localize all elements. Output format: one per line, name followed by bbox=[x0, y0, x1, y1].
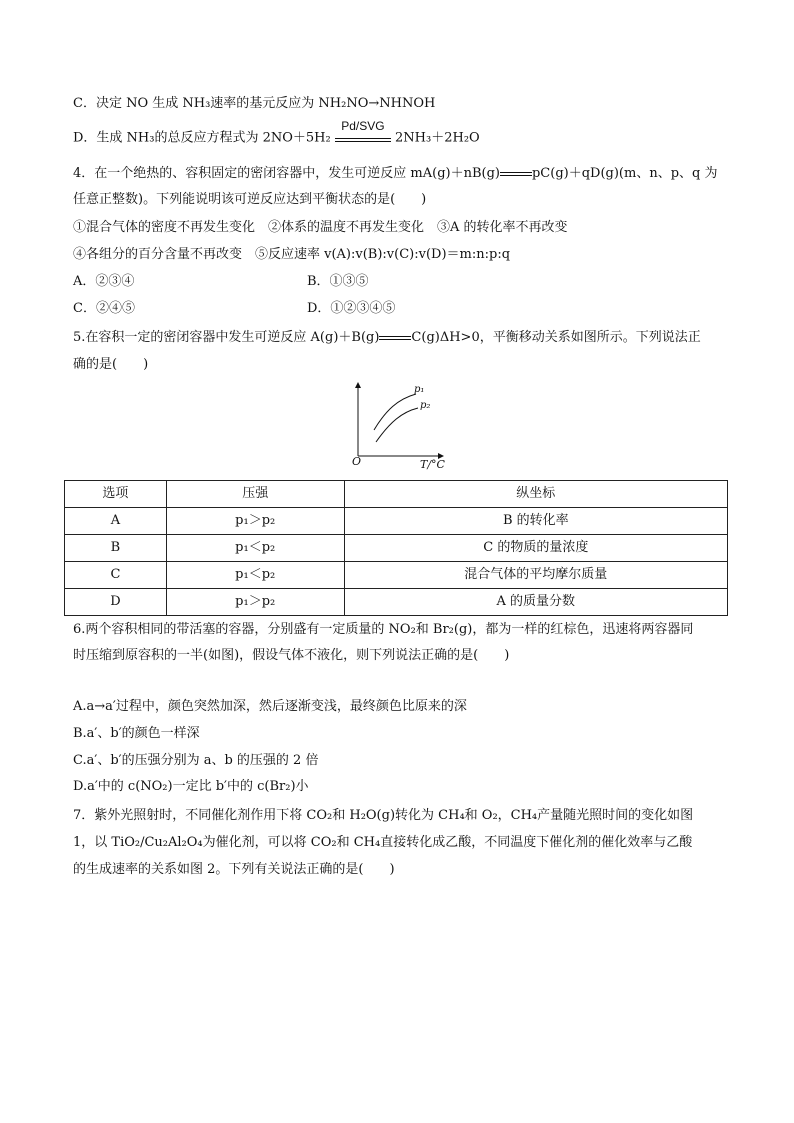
q4-option-b: B．①③⑤ bbox=[307, 274, 369, 289]
q6-stem-line2: 时压缩到原容积的一半(如图)，假设气体不液化，则下列说法正确的是( ) bbox=[73, 648, 510, 663]
graph-x-label: T/°C bbox=[420, 458, 445, 471]
table-cell-option: A bbox=[65, 508, 167, 535]
table-cell-ordinate: A 的质量分数 bbox=[344, 589, 727, 616]
q5-stem-part2: C(g)ΔH>0，平衡移动关系如图所示。下列说法正 bbox=[411, 330, 701, 345]
q4-stem-part2: pC(g)＋qD(g)(m、n、p、q 为 bbox=[531, 166, 718, 181]
option-d-prefix: D．生成 NH₃的总反应方程式为 2NO＋5H₂ bbox=[73, 130, 331, 146]
table-row bbox=[65, 562, 728, 589]
option-c-text: C．决定 NO 生成 NH₃速率的基元反应为 NH₂NO→NHNOH bbox=[73, 96, 436, 111]
q4-option-d: D．①②③④⑤ bbox=[307, 301, 396, 316]
curve-p1 bbox=[374, 394, 416, 430]
table-cell-pressure: p₁＞p₂ bbox=[166, 508, 344, 535]
graph-curve-p1-label: p₁ bbox=[414, 384, 425, 395]
q6-option-b: B.a′、b′的颜色一样深 bbox=[73, 726, 200, 741]
q4-option-a: A．②③④ bbox=[73, 274, 135, 289]
table-header-cell: 纵坐标 bbox=[344, 481, 727, 508]
q7-stem-line2: 1，以 TiO₂/Cu₂Al₂O₄为催化剂，可以将 CO₂和 CH₄直接转化成乙酸，不同温度下催化剂的催化效率与乙酸 bbox=[73, 835, 693, 850]
table-cell-option: D bbox=[65, 589, 167, 616]
table-row bbox=[65, 535, 728, 562]
q7-stem-line3: 的生成速率的关系如图 2。下列有关说法正确的是( ) bbox=[73, 862, 395, 877]
q4-option-c: C．②④⑤ bbox=[73, 301, 135, 316]
option-d-suffix: 2NH₃＋2H₂O bbox=[395, 130, 480, 146]
graph-origin: O bbox=[352, 455, 362, 468]
y-axis-arrow-icon bbox=[355, 382, 361, 388]
q5-options-table bbox=[64, 480, 728, 616]
q6-option-c: C.a′、b′的压强分别为 a、b 的压强的 2 倍 bbox=[73, 753, 319, 768]
q5-stem-line2: 确的是( ) bbox=[73, 357, 149, 372]
table-row bbox=[65, 508, 728, 535]
option-d-text bbox=[73, 119, 480, 148]
table-cell-pressure: p₁＜p₂ bbox=[166, 535, 344, 562]
q6-stem-line1: 6.两个容积相同的带活塞的容器，分别盛有一定质量的 NO₂和 Br₂(g)，都为一样的红棕色，迅速将两容器同 bbox=[73, 622, 694, 637]
reaction-condition: Pd/SVG bbox=[341, 119, 385, 133]
table-cell-ordinate: C 的物质的量浓度 bbox=[344, 535, 727, 562]
q6-option-d: D.a′中的 c(NO₂)一定比 b′中的 c(Br₂)小 bbox=[73, 779, 309, 794]
q6-option-a: A.a→a′过程中，颜色突然加深，然后逐渐变浅，最终颜色比原来的深 bbox=[73, 699, 467, 714]
graph-curve-p2-label: p₂ bbox=[420, 400, 431, 411]
q5-stem-line1 bbox=[73, 330, 701, 346]
q4-items-line2: ④各组分的百分含量不再改变 ⑤反应速率 v(A):v(B):v(C):v(D)＝m:n:p:q bbox=[73, 247, 511, 262]
q7-stem-line1: 7．紫外光照射时，不同催化剂作用下将 CO₂和 H₂O(g)转化为 CH₄和 O₂，CH₄产量随光照时间的变化如图 bbox=[73, 808, 694, 823]
table-header-cell: 压强 bbox=[166, 481, 344, 508]
reaction-condition-arrow bbox=[335, 119, 391, 148]
table-cell-ordinate: 混合气体的平均摩尔质量 bbox=[344, 562, 727, 589]
equilibrium-arrow-icon bbox=[379, 334, 411, 342]
table-cell-option: C bbox=[65, 562, 167, 589]
q5-graph bbox=[350, 382, 450, 472]
table-row bbox=[65, 589, 728, 616]
table-header-row bbox=[65, 481, 728, 508]
table-cell-option: B bbox=[65, 535, 167, 562]
equilibrium-arrow-icon bbox=[500, 170, 532, 178]
table-header-cell: 选项 bbox=[65, 481, 167, 508]
table-cell-pressure: p₁＜p₂ bbox=[166, 562, 344, 589]
q5-stem-part1: 5.在容积一定的密闭容器中发生可逆反应 A(g)＋B(g) bbox=[73, 330, 380, 345]
q4-items-line1: ①混合气体的密度不再发生变化 ②体系的温度不再发生变化 ③A 的转化率不再改变 bbox=[73, 220, 568, 235]
curve-p2 bbox=[376, 408, 418, 442]
table-cell-pressure: p₁＞p₂ bbox=[166, 589, 344, 616]
table-cell-ordinate: B 的转化率 bbox=[344, 508, 727, 535]
q4-stem-line2: 任意正整数)。下列能说明该可逆反应达到平衡状态的是( ) bbox=[73, 192, 427, 207]
q4-stem-part1: 4．在一个绝热的、容积固定的密闭容器中，发生可逆反应 mA(g)＋nB(g) bbox=[73, 166, 500, 181]
q4-stem-line1 bbox=[73, 166, 717, 182]
